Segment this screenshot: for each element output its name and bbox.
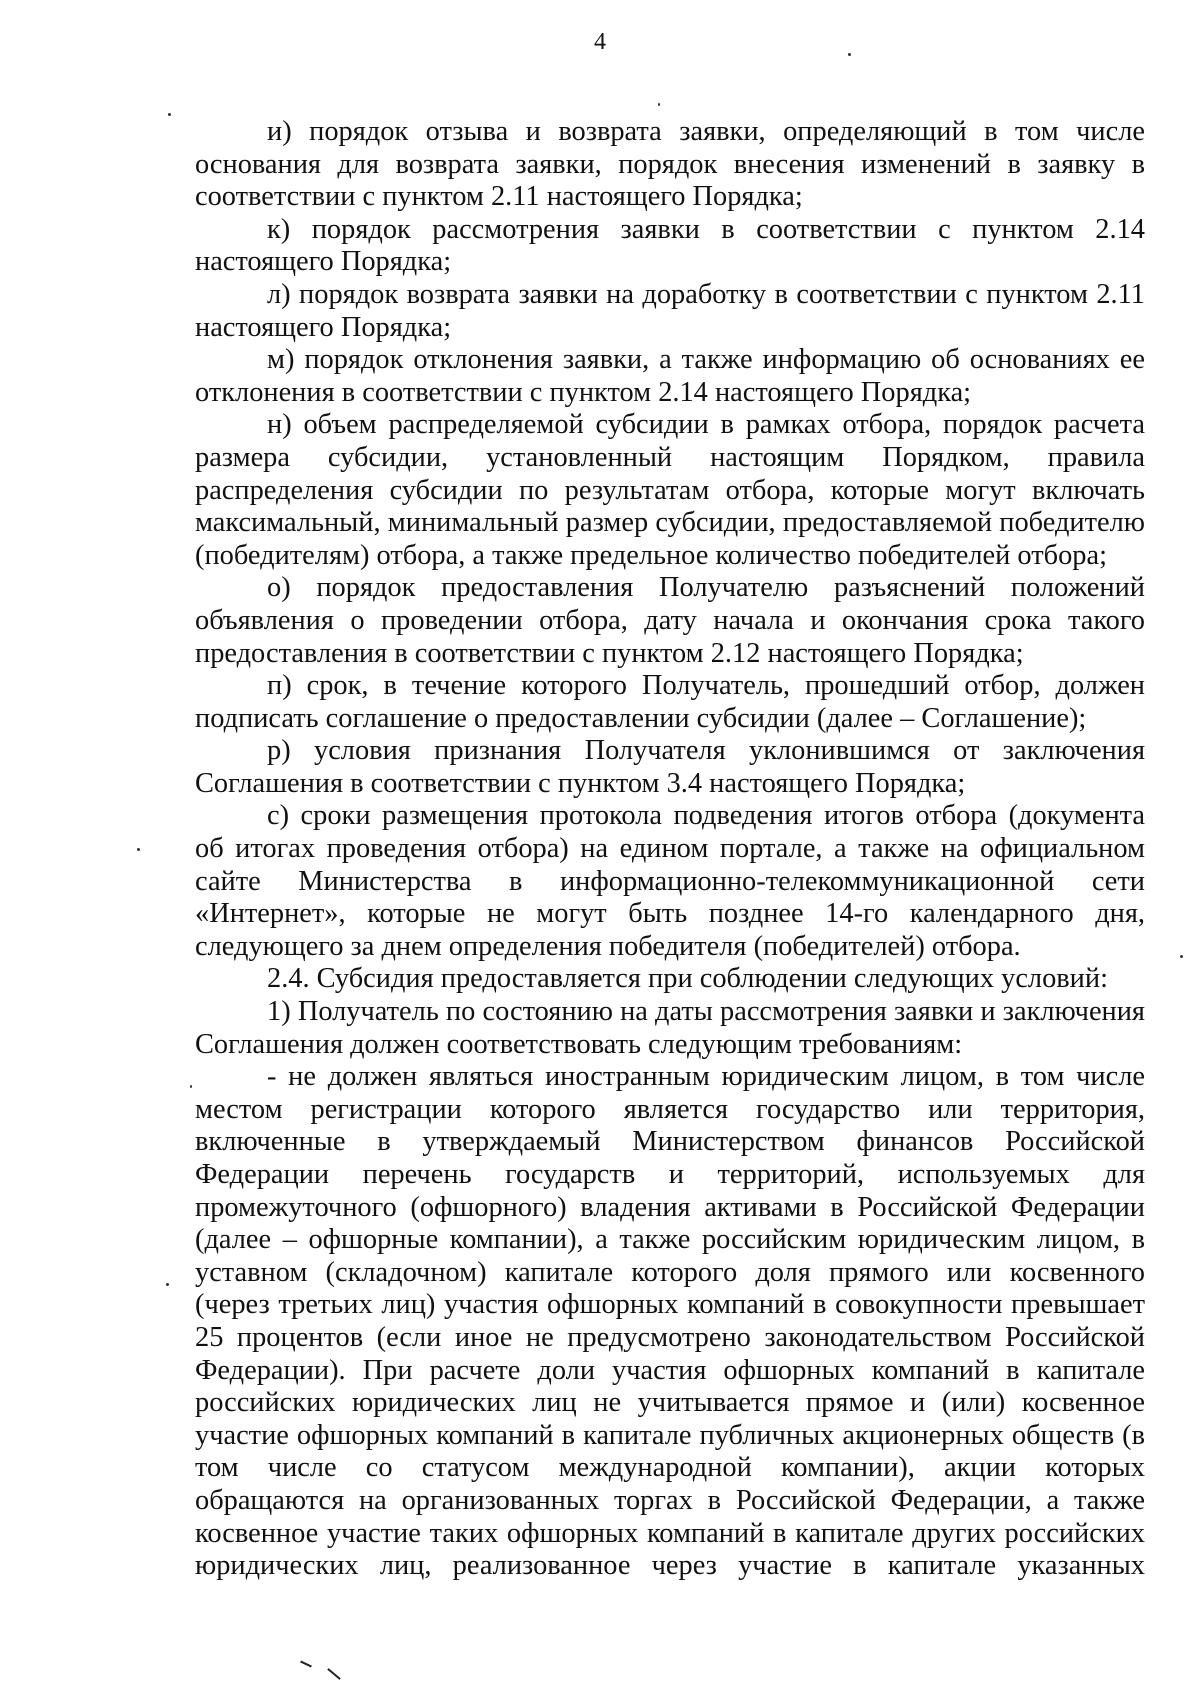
paragraph-item-k: к) порядок рассмотрения заявки в соответствии с пунктом 2.14 настоящего Порядка; [195, 213, 1145, 278]
paragraph-requirement-offshore: - не должен являться иностранным юридическим лицом, в том числе местом регистрации которого является государство или территория, включенные в утверждаемый Министерством финансов Российской Федерации перечень государств и территорий, используемых для промежуточного (офшорного) владения активами в Российской Федерации (далее – офшорные компании), а также российским юридическим лицом, в уставном (складочном) капитале которого доля прямого или косвенного (через третьих лиц) участия офшорных компаний в совокупности превышает 25 процентов (если иное не предусмотрено законодательством Российской Федерации). При расчете доли участия офшорных компаний в капитале российских юридических лиц не учитывается прямое и (или) косвенное участие офшорных компаний в капитале публичных акционерных обществ (в том числе со статусом международной компании), акции которых обращаются на организованных торгах в Российской Федерации, а также косвенное участие таких офшорных компаний в капитале других российских юридических лиц, реализованное через участие в капитале указанных [195, 1061, 1145, 1582]
scan-stroke [327, 1668, 341, 1680]
paragraph-item-r: р) условия признания Получателя уклонившимся от заключения Соглашения в соответствии с пунктом 3.4 настоящего Порядка; [195, 735, 1145, 799]
scan-speck [658, 103, 660, 106]
paragraph-item-s: с) сроки размещения протокола подведения итогов отбора (документа об итогах проведения отбора) на едином портале, а также на официальном сайте Министерства в информационно-телекоммуникационной сети «Интернет», которые не могут быть позднее 14-го календарного дня, следующего за днем определения победителя (победителей) отбора. [195, 800, 1145, 962]
paragraph-condition-1: 1) Получатель по состоянию на даты рассмотрения заявки и заключения Соглашения должен соответствовать следующим требованиям: [195, 996, 1145, 1060]
document-body [195, 116, 1145, 1583]
paragraph-item-p: п) срок, в течение которого Получатель, прошедший отбор, должен подписать соглашение о предоставлении субсидии (далее – Соглашение); [195, 670, 1145, 734]
scan-speck [848, 53, 851, 56]
paragraph-section-2-4: 2.4. Субсидия предоставляется при соблюдении следующих условий: [267, 963, 1108, 995]
paragraph-item-m: м) порядок отклонения заявки, а также информацию об основаниях ее отклонения в соответствии с пунктом 2.14 настоящего Порядка; [195, 344, 1145, 408]
paragraph-item-i: и) порядок отзыва и возврата заявки, определяющий в том числе основания для возврата заявки, порядок внесения изменений в заявку в соответствии с пунктом 2.11 настоящего Порядка; [195, 116, 1145, 213]
scan-speck [168, 113, 171, 116]
paragraph-item-l: л) порядок возврата заявки на доработку в соответствии с пунктом 2.11 настоящего Порядка; [195, 278, 1145, 343]
page-number: 4 [594, 29, 606, 55]
scan-stroke [300, 1661, 312, 1668]
scan-speck [137, 848, 140, 851]
scan-speck [1180, 955, 1183, 958]
paragraph-item-o: о) порядок предоставления Получателю разъяснений положений объявления о проведении отбора, дату начала и окончания срока такого предоставления в соответствии с пунктом 2.12 настоящего Порядка; [195, 572, 1145, 669]
scan-speck [190, 1085, 192, 1088]
paragraph-item-n: н) объем распределяемой субсидии в рамках отбора, порядок расчета размера субсидии, установленный настоящим Порядком, правила распределения субсидии по результатам отбора, которые могут включать максимальный, минимальный размер субсидии, предоставляемой победителю (победителям) отбора, а также предельное количество победителей отбора; [195, 409, 1145, 571]
scan-speck [166, 1283, 169, 1286]
